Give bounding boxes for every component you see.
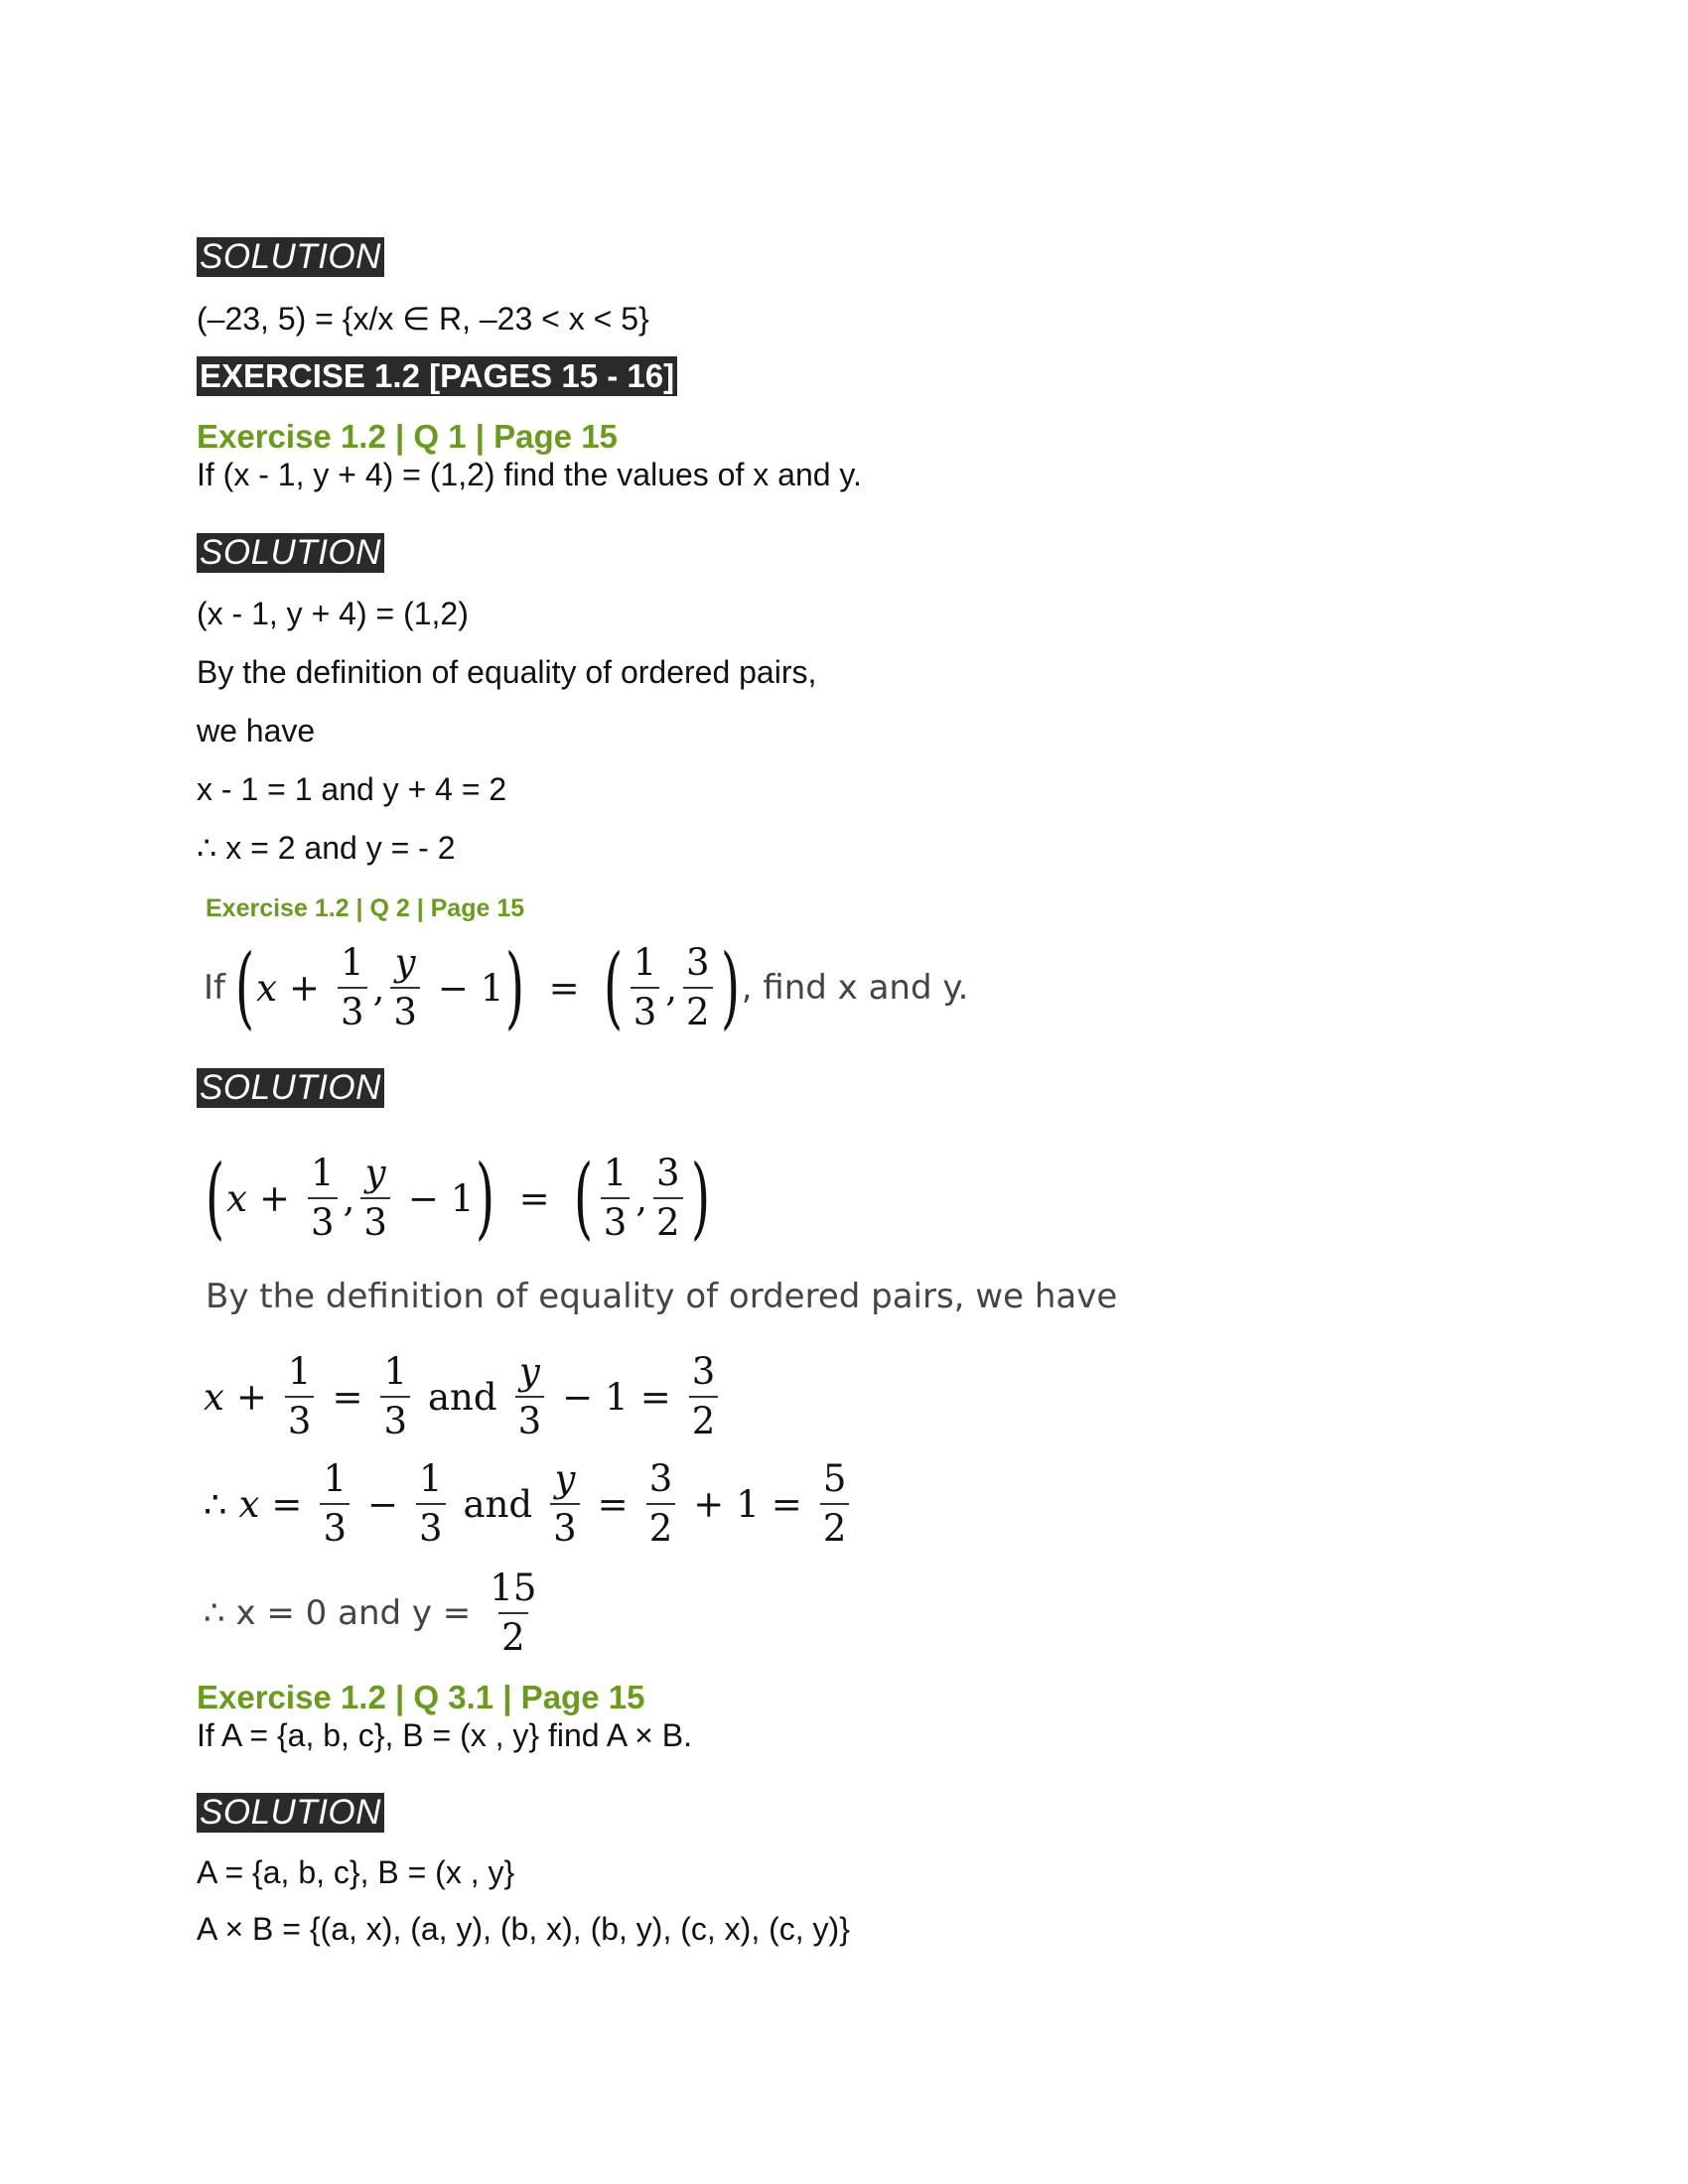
var-x: x [256,966,277,1010]
op-equals: = [548,966,580,1010]
fraction: $\frac{1}{3}$ [631,939,660,1036]
number: 1 [450,1176,475,1220]
word-and: and [463,1482,533,1526]
op-equals: = [597,1482,629,1526]
comma: , [372,966,385,1010]
paren-right: ) [690,1146,710,1250]
op-equals: = [518,1176,550,1220]
fraction: $\frac{3}{2}$ [646,1455,676,1553]
op-equals: = [639,1375,671,1419]
solution-final [204,1559,545,1668]
number: 1 [480,966,504,1010]
question-equation [204,933,968,1042]
fraction: $\frac{1}{3}$ [320,1455,350,1553]
question-prefix: If [204,968,225,1008]
op-plus: + [693,1482,725,1526]
paren-right: ) [476,1146,495,1250]
op-equals: = [271,1482,303,1526]
paren-right: ) [505,935,525,1039]
number: 1 [736,1482,760,1526]
definition-text: By the definition of equality of ordered pairs, we have [206,1277,1118,1316]
op-minus: − [437,966,469,1010]
fraction: $\frac{y}{3}$ [360,1150,390,1247]
comma: , [635,1176,648,1220]
fraction: $\frac{3}{2}$ [683,939,713,1036]
var-x: x [226,1176,247,1220]
paren-left: ( [573,1146,593,1250]
var-x: x [238,1482,260,1526]
solution-line: (–23, 5) = {x/x ∈ R, –23 < x < 5} [197,301,649,337]
op-plus: + [235,1375,267,1419]
solution-line: ∴ x = 2 and y = - 2 [197,830,456,866]
solution-line: x - 1 = 1 and y + 4 = 2 [197,771,507,807]
exercise-header: EXERCISE 1.2 [PAGES 15 - 16] [197,356,677,396]
op-plus: + [289,966,321,1010]
fraction: $\frac{y}{3}$ [515,1348,545,1445]
fraction: $\frac{5}{2}$ [820,1455,850,1553]
question-ref: Exercise 1.2 | Q 1 | Page 15 [197,418,618,455]
paren-left: ( [234,935,255,1039]
solution-line: A = {a, b, c}, B = (x , y} [197,1854,515,1890]
fraction: $\frac{15}{2}$ [487,1565,539,1662]
op-minus: − [562,1375,594,1419]
fraction: $\frac{1}{3}$ [416,1455,446,1553]
op-plus: + [259,1176,291,1220]
op-equals: = [771,1482,802,1526]
comma: , [665,966,678,1010]
fraction: $\frac{3}{2}$ [689,1348,719,1445]
fraction: $\frac{1}{3}$ [308,1150,338,1247]
question-suffix: , find x and y. [741,968,969,1008]
fraction: $\frac{y}{3}$ [390,939,420,1036]
word-and: and [428,1375,497,1419]
solution-line: we have [197,713,316,749]
solution-line: A × B = {(a, x), (a, y), (b, x), (b, y), (c, x), (c, y)} [197,1911,850,1947]
op-minus: − [407,1176,439,1220]
var-x: x [204,1375,224,1419]
solution-line: (x - 1, y + 4) = (1,2) [197,596,469,631]
question-text: If (x - 1, y + 4) = (1,2) find the values of x and y. [197,457,862,492]
solution-equation [204,1449,855,1559]
comma: , [343,1176,355,1220]
solution-label: SOLUTION [197,533,384,573]
final-text: ∴ x = 0 and y = [204,1593,472,1633]
solution-equation [204,1342,724,1451]
solution-label: SOLUTION [197,1068,384,1108]
op-equals: = [332,1375,363,1419]
question-text: If A = {a, b, c}, B = (x , y} find A × B. [197,1717,692,1753]
question-ref: Exercise 1.2 | Q 2 | Page 15 [206,894,525,922]
solution-equation [204,1144,712,1253]
paren-left: ( [205,1146,225,1250]
op-minus: − [366,1482,398,1526]
fraction: $\frac{1}{3}$ [380,1348,410,1445]
paren-left: ( [603,935,623,1039]
number: 1 [605,1375,629,1419]
fraction: $\frac{1}{3}$ [601,1150,631,1247]
fraction: $\frac{y}{3}$ [550,1455,580,1553]
fraction: $\frac{1}{3}$ [338,939,367,1036]
solution-line: By the definition of equality of ordered pairs, [197,654,817,690]
fraction: $\frac{3}{2}$ [653,1150,683,1247]
therefore-symbol: ∴ [204,1482,227,1526]
solution-label: SOLUTION [197,237,384,277]
question-ref: Exercise 1.2 | Q 3.1 | Page 15 [197,1679,645,1715]
solution-label: SOLUTION [197,1793,384,1833]
paren-right: ) [720,935,740,1039]
fraction: $\frac{1}{3}$ [285,1348,315,1445]
